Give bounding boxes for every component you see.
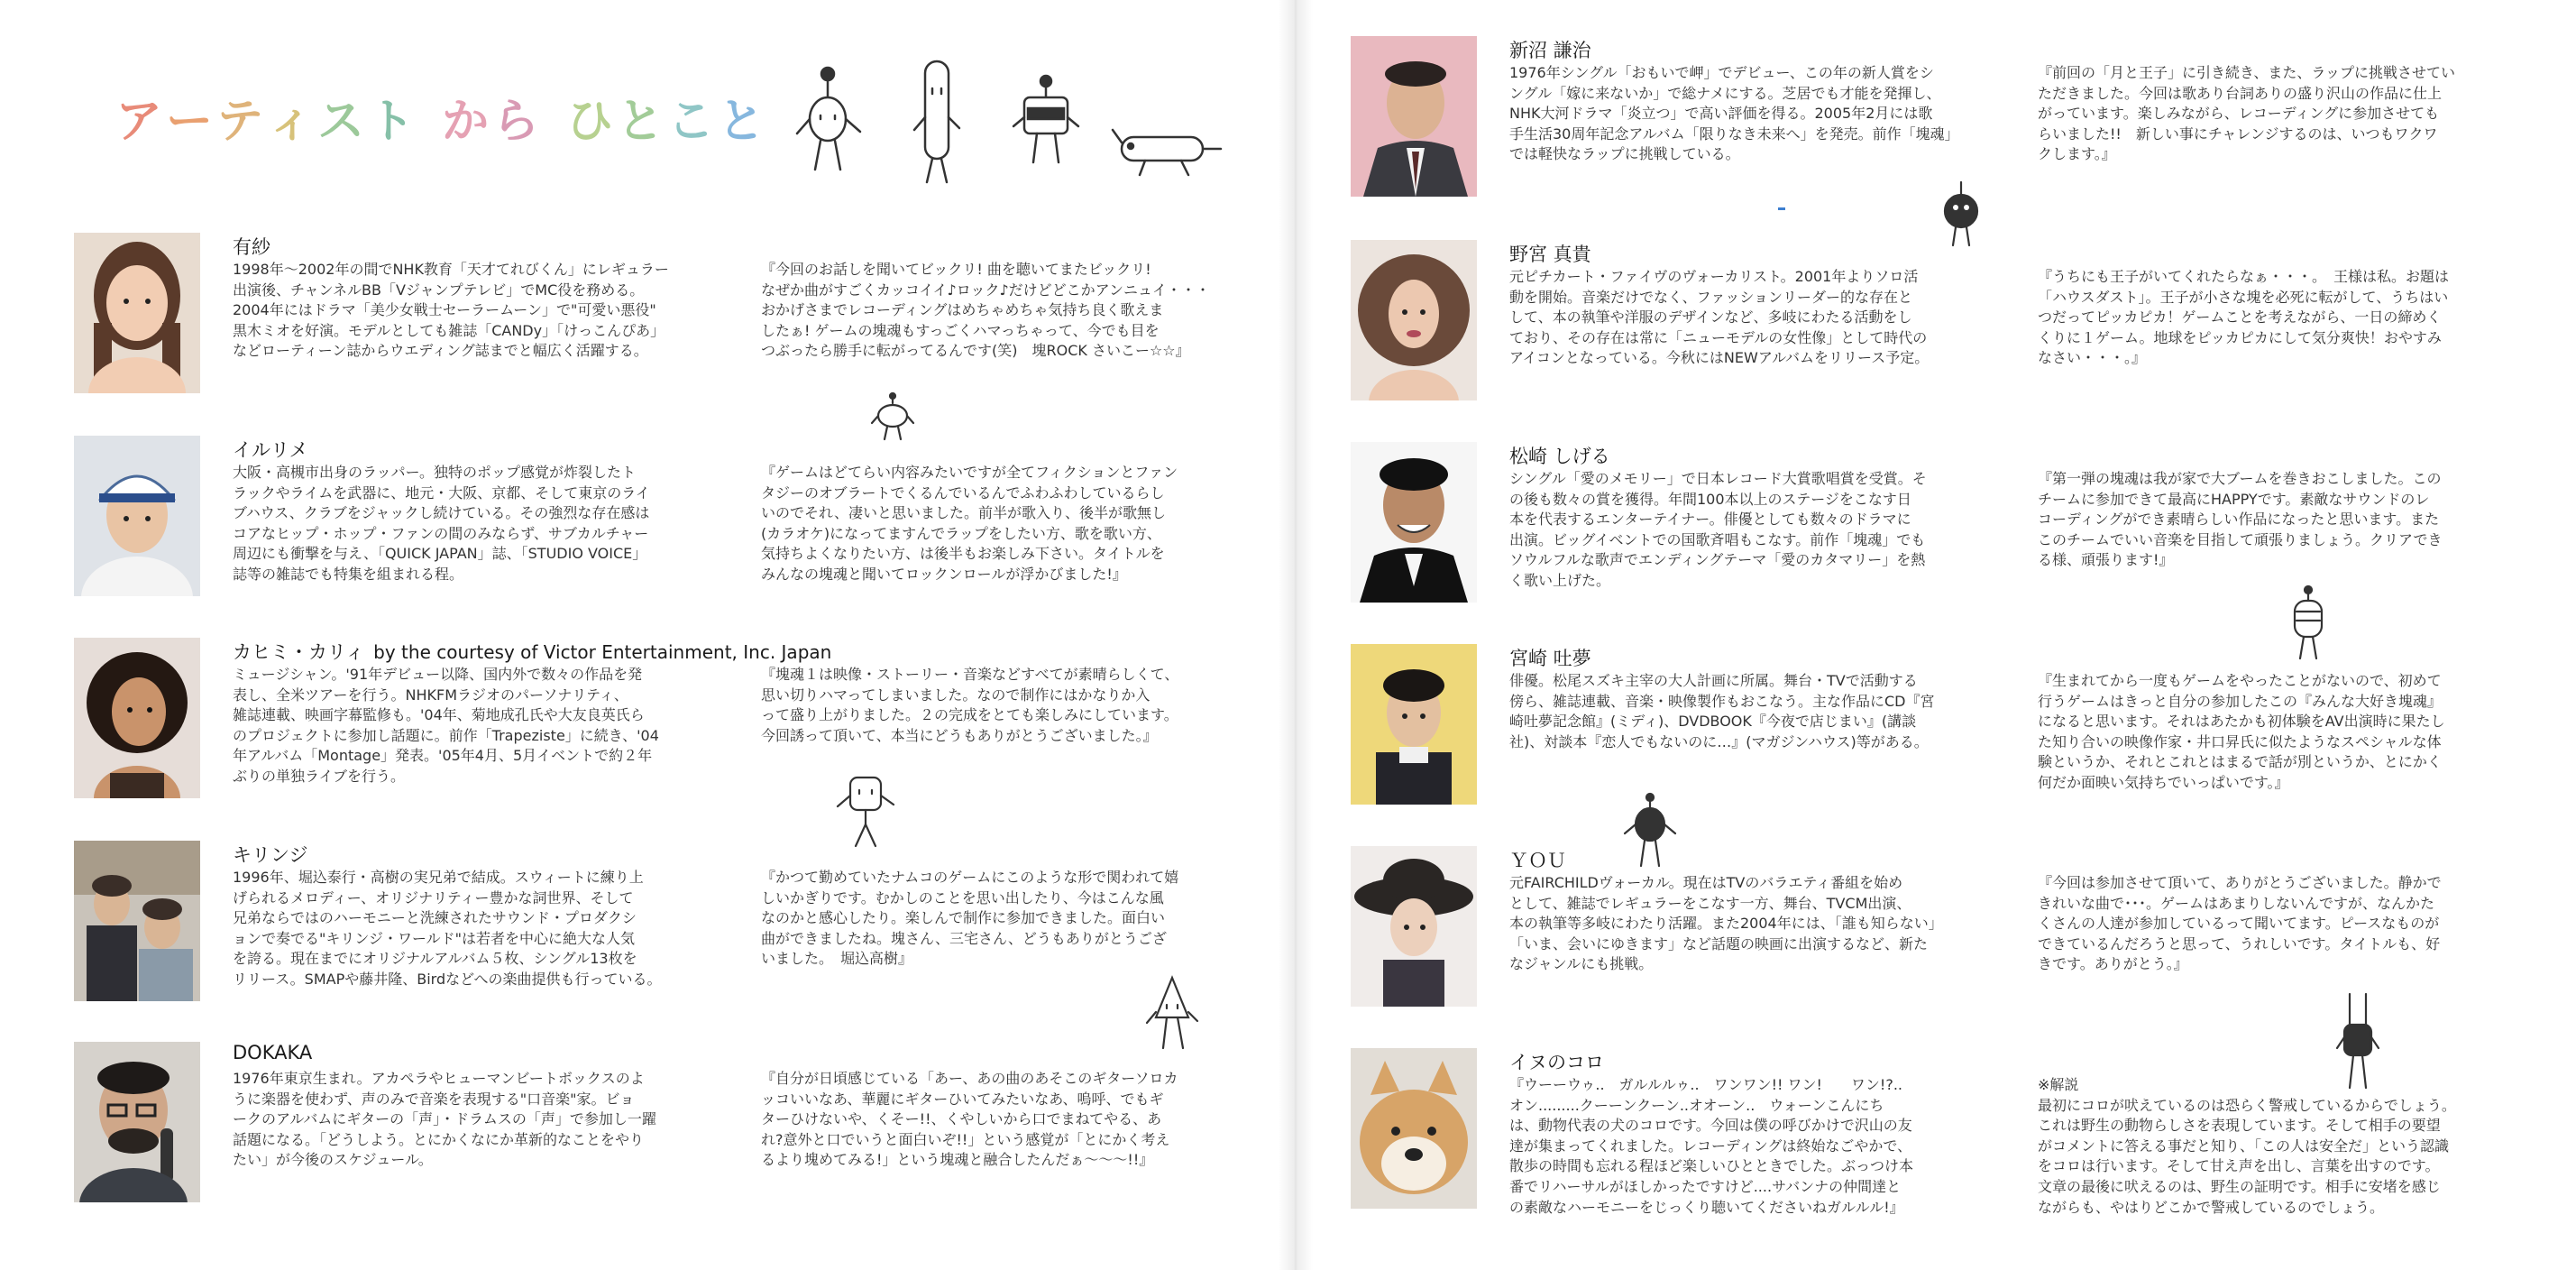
heading-char: ら	[492, 95, 544, 149]
artist-name-text: 有紗	[233, 236, 270, 258]
heading-char: ー	[166, 95, 217, 149]
artist-entry	[74, 638, 1273, 800]
artist-name-text: イルリメ	[233, 439, 308, 461]
artist-name-text: 宮崎 吐夢	[1509, 648, 1591, 669]
artist-photo	[1351, 36, 1477, 197]
page-gutter	[1279, 0, 1313, 1270]
artist-entry	[1351, 644, 2541, 806]
artist-comment: 『かつて勤めていたナムコのゲームにこのような形で関われて嬉 しいかぎりです。むかしのことを思い出したり、今はこんな風 なのかと感心したり。楽しんで制作に参加できました。面白い 曲ができましたね。塊さん、三宅さん、どうもありがとうござ いました。 堀込高樹』	[761, 869, 1179, 968]
artist-comment: 『今回のお話しを聞いてビックリ! 曲を聴いてまたビックリ! なぜか曲がすごくカッコイイ♪ロック♪だけどどこかアンニュイ・・・ おかげさまでレコーディングはめちゃめちゃ気持ち良く歌えま したぁ! ゲームの塊魂もすっごくハマっちゃって、今でも目を つぶったら勝手に転がってるんです(笑) 塊ROCK さいこー☆☆』	[761, 261, 1211, 360]
artist-comment	[2038, 1075, 2561, 1218]
artist-name	[1509, 1048, 1604, 1075]
artist-name	[233, 638, 831, 665]
artist-name	[1509, 846, 1566, 873]
artist-entry	[74, 1042, 1273, 1204]
artist-bio: 1976年東京生まれ。アカペラやヒューマンビートボックスのよ うに楽器を使わず、声のみで音楽を表現する"口音楽"家。ビョ ークのアルバムにギターの「声」・ドラムスの「声」で参加し一躍 話題になる。「どうしよう。とにかくなにか革新的なことをやり たい」が今後のスケジュール。	[233, 1070, 656, 1169]
mascot-dark-icon	[1623, 792, 1677, 869]
heading-char: と	[617, 95, 668, 149]
artist-bio: 『ウーーウゥ.. ガルルルゥ.. ワンワン!! ワン! ワン!?.. オン.........クーーンクーン..オオーン.. ウォーンこんにち は、動物代表の犬のコロです。今回は僕の呼びかけで沢山の友 達が集まってくれました。レコーディングは終始なごやかで、 散歩の時間も忘れる程ほど楽しいひとときでした。ぶっつけ本 番でリハーサルがほしかったですけど....サバンナの仲間達と の素敵なハーモニーをじっくり聴いてくださいねガルルル!』	[1509, 1076, 1914, 1216]
artist-bio: シングル「愛のメモリー」で日本レコード大賞歌唱賞を受賞。そ の後も数々の賞を獲得。年間100本以上のステージをこなす日 本を代表するエンターテイナー。俳優としても数々のドラマに 出演。ビッグイベントでの国歌斉唱もこなす。前作「塊魂」でも ソウルフルな歌声でエンディングテーマ「愛のカタマリー」を熱 く歌い上げた。	[1509, 470, 1927, 589]
dog-photo	[1351, 1048, 1477, 1209]
artist-comment: 『生まれてから一度もゲームをやったことがないので、初めて 行うゲームはきっと自分の参加したこの『みんな大好き塊魂』 になると思います。それはあたかも初体験をAV出演時に果たし た知り合いの映像作家・井口昇氏に似たようなスペシャルな体 験というか、それとこれとはまるで話が別というか、とにかく 何だか面映い気持ちでいっぱいです。』	[2038, 672, 2445, 791]
artist-comment: 『塊魂１は映像・ストーリー・音楽などすべてが素晴らしくて、 思い切りハマってしまいました。なので制作にはかなりか入 って盛り上がりました。２の完成をとても楽しみにしています。 今回誘って頂いて、本当にどうもありがとうございました。』	[761, 666, 1179, 744]
heading-char: ス	[317, 95, 369, 149]
mascot-lying-icon	[1109, 117, 1226, 180]
mascot-standing-icon	[834, 768, 897, 850]
artist-entry	[74, 233, 1273, 395]
artist-name	[1509, 442, 1610, 469]
artist-bio: 大阪・高槻市出身のラッパー。独特のポップ感覚が炸裂したト ラックやライムを武器に、地元・大阪、京都、そして東京のライ ブハウス、クラブをジャックし続けている。その強烈な存在感は コアなヒップ・ホップ・ファンの間のみならず、サブカルチャー 周辺にも衝撃を与え、「QUICK JAPAN」誌、「STUDIO VOICE」 誌等の雑誌でも特集を組まれる程。	[233, 464, 650, 583]
artist-photo	[74, 436, 200, 596]
heading-char: ア	[115, 95, 167, 149]
mascot-ball-icon	[1939, 180, 1984, 248]
artist-photo	[74, 638, 200, 798]
artist-name-text: カヒミ・カリィ	[233, 641, 365, 663]
artist-entry	[74, 436, 1273, 598]
artist-comment: 『第一弾の塊魂は我が家で大ブームを巻きおこしました。この チームに参加できて最高にHAPPYです。素敵なサウンドのレ コーディングができ素晴らしい作品になったと思います。また このチームでいい音楽を目指して頑張りましょう。クリアでき る様、頑張ります!』	[2038, 470, 2443, 569]
artist-photo	[1351, 240, 1477, 400]
artist-photo	[74, 841, 200, 1001]
artist-name-text: DOKAKA	[233, 1042, 313, 1063]
artist-entry	[1351, 846, 2541, 1008]
artist-bio: 俳優。松尾スズキ主宰の大人計画に所属。舞台・TVで活動する 傍ら、雑誌連載、音楽・映像製作もおこなう。主な作品にCD『宮 崎吐夢記念館』(ミディ)、DVDBOOK『今夜で店じまい』(講談 社)、対談本『恋人でもないのに…』(マガジンハウス)等がある。	[1509, 672, 1935, 750]
artist-comment: 『自分が日頃感じている「あー、あの曲のあそこのギターソロカ ッコいいなあ、華麗にギターひいてみたいなあ、嗚呼、でもギ ターひけないや、くそー!!、くやしいから口でまねてやる、あ れ?意外と口でいうと面白いぞ!!」という感覚が「とにかく考え るより塊めてみる!」という塊魂と融合したんだぁ〜〜〜!!』	[761, 1070, 1178, 1169]
artist-name-text: キリンジ	[233, 844, 308, 866]
artist-photo	[1351, 846, 1477, 1007]
heading-char: ひ	[566, 95, 618, 149]
artist-photo	[74, 233, 200, 393]
artist-name-text: イヌのコロ	[1509, 1052, 1604, 1073]
artist-name	[233, 233, 270, 260]
artist-comment: 『今回は参加させて頂いて、ありがとうございました。静かで きれいな曲で･･･。ゲームはあまりしないんですが、なんかた くさんの人達が参加しているって聞いてます。ピースなものが できているんだろうと思って、うれしいです。タイトルも、好 きです。ありがとう。』	[2038, 874, 2442, 973]
mascot-pole-icon	[2335, 992, 2380, 1091]
artist-entry	[1351, 240, 2541, 402]
heading-char: こ	[667, 95, 719, 149]
artist-photo	[1351, 644, 1477, 805]
artist-name	[233, 1042, 312, 1063]
note-body: 最初にコロが吠えているのは恐らく警戒しているからでしょう。 これは野生の動物らしさを表現しています。そして相手の要望 がコメントに答える事だと知り、「この人は安全だ」という認識 をコロは行います。そして甘え声を出し、言葉を出すのです。 文章の最後に吠えるのは、野生の証明です。相手に安堵を感じ ながらも、やはりどこかで警戒しているのでしょう。	[2038, 1096, 2456, 1216]
note-label: ※解説	[2038, 1076, 2079, 1093]
artist-comment: 『ゲームはどてらい内容みたいですが全てフィクションとファン タジーのオブラートでくるんでいるんでふわふわしているらし いのでそれ、凄いと思いました。前半が歌入り、後半が歌無し (カラオケ)になってますんでラップをしたい方、歌を歌い方、 気持ちよくなりたい方、は後半もお楽しみ下さい。タイトルを みんなの塊魂と聞いてロックンロールが浮かびました!』	[761, 464, 1178, 583]
heading-char: ィ	[267, 95, 318, 149]
heading-char: と	[718, 95, 769, 149]
credit-line: by the courtesy of Victor Entertainment, Inc. Japan	[373, 641, 832, 663]
artist-name	[1509, 240, 1591, 267]
artist-name-text: 松崎 しげる	[1509, 446, 1610, 467]
artist-bio: ミュージシャン。'91年デビュー以降、国内外で数々の作品を発 表し、全米ツアーを行う。NHKFMラジオのパーソナリティ、 雑誌連載、映画字幕監修も。'04年、菊地成孔氏や大友良英氏ら のプロジェクトに参加し話題に。前作「Trapeziste」に続き、'04 年アルバム「Montage」発表。'05年4月、5月イベントで約２年 ぶりの単独ライブを行う。	[233, 666, 659, 785]
artist-bio: 1998年〜2002年の間でNHK教育「天才てれびくん」にレギュラー 出演後、チャンネルBB「Vジャンプテレビ」でMC役を務める。 2004年にはドラマ「美少女戦士セーラームーン」で"可愛い悪役" 黒木ミオを好演。モデルとしても雑誌「CANDy」「けっこんぴあ」 などローティーン誌からウエディング誌までと幅広く活躍する。	[233, 261, 669, 360]
artist-name-text: 野宮 真貴	[1509, 244, 1591, 265]
artist-photo	[74, 1042, 200, 1202]
mascot-antenna-icon	[793, 63, 866, 180]
artist-name	[233, 841, 307, 868]
artist-entry	[1351, 36, 2541, 198]
artist-bio: 1996年、堀込泰行・高樹の実兄弟で結成。スウィートに練り上 げられるメロディー、オリジナリティー豊かな詞世界、そして 兄弟ならではのハーモニーと洗練されたサウンド・プロダクシ ョンで奏でる"キリンジ・ワールド"は若者を中心に絶大な人気 を誇る。現在までにオリジナルアルバム５枚、シングル13枚を リリース。SMAPや藤井隆、Birdなどへの楽曲提供も行っている。	[233, 869, 662, 988]
artist-name	[1509, 36, 1591, 63]
artist-bio: 元FAIRCHILDヴォーカル。現在はTVのバラエティ番組を始め として、雑誌でレギュラーをこなす一方、舞台、TVCM出演、 本の執筆等多岐にわたり活躍。また2004年には、「誰も知らない」 「いま、会いにゆきます」など話題の映画に出演するなど、新た なジャンルにも挑戦。	[1509, 874, 1943, 973]
mascot-capsule-icon	[2286, 584, 2331, 661]
artist-entry	[74, 841, 1273, 1003]
artist-bio: 元ピチカート・ファイヴのヴォーカリスト。2001年よりソロ活 動を開始。音楽だけでなく、ファッションリーダー的な存在と して、本の執筆や洋服のデザインなど、多岐にわたる活動をし ており、その存在は常に「ニューモデルの女性像」として時代の アイコンとなっている。今秋にはNEWアルバムをリリース予定。	[1509, 268, 1930, 367]
artist-comment: 『うちにも王子がいてくれたらなぁ・・・。 王様は私。お題は 「ハウスダスト」。王子が小さな塊を必死に転がして、うちはい つだってピッカピカ！ゲームことを考えながら、一日の締めく くりに１ゲーム。地球をピッカピカにして気分爽快！おやすみ なさい・・・。』	[2038, 268, 2450, 367]
artist-comment: 『前回の「月と王子」に引き続き、また、ラップに挑戦させてい ただきました。今回は歌あり台詞ありの盛り沢山の作品に仕上 がっています。楽しみながら、レコーディングに参加させても らいました!! 新しい事にチャレンジするのは、いつもワクワ クします。』	[2038, 64, 2456, 163]
mascot-small-round-icon	[870, 392, 915, 442]
artist-name	[1509, 644, 1591, 671]
mascot-box-icon	[1010, 72, 1082, 171]
artist-name-text: 新沼 謙治	[1509, 40, 1591, 61]
artist-photo	[1351, 442, 1477, 603]
heading-char: テ	[216, 95, 268, 149]
artist-name	[233, 436, 308, 463]
artist-name-text: ＹＯＵ	[1509, 850, 1566, 871]
heading-char: ト	[368, 95, 419, 149]
mascot-cone-icon	[1145, 972, 1199, 1054]
page-heading	[115, 83, 768, 151]
blue-mark	[1778, 207, 1785, 210]
artist-entry	[1351, 442, 2541, 604]
artist-bio: 1976年シングル「おもいで岬」でデビュー、この年の新人賞をシ ングル「嫁に来ないか」で総ナメにする。芝居でも才能を発揮し、 NHK大河ドラマ「炎立つ」で高い評価を得る。2005年2月には歌 手生活30周年記念アルバム「限りなき未来へ」を発売。前作「塊魂」 では軽快なラップに挑戦している。	[1509, 64, 1959, 163]
mascot-tall-icon	[911, 54, 965, 189]
heading-char: か	[442, 95, 493, 149]
